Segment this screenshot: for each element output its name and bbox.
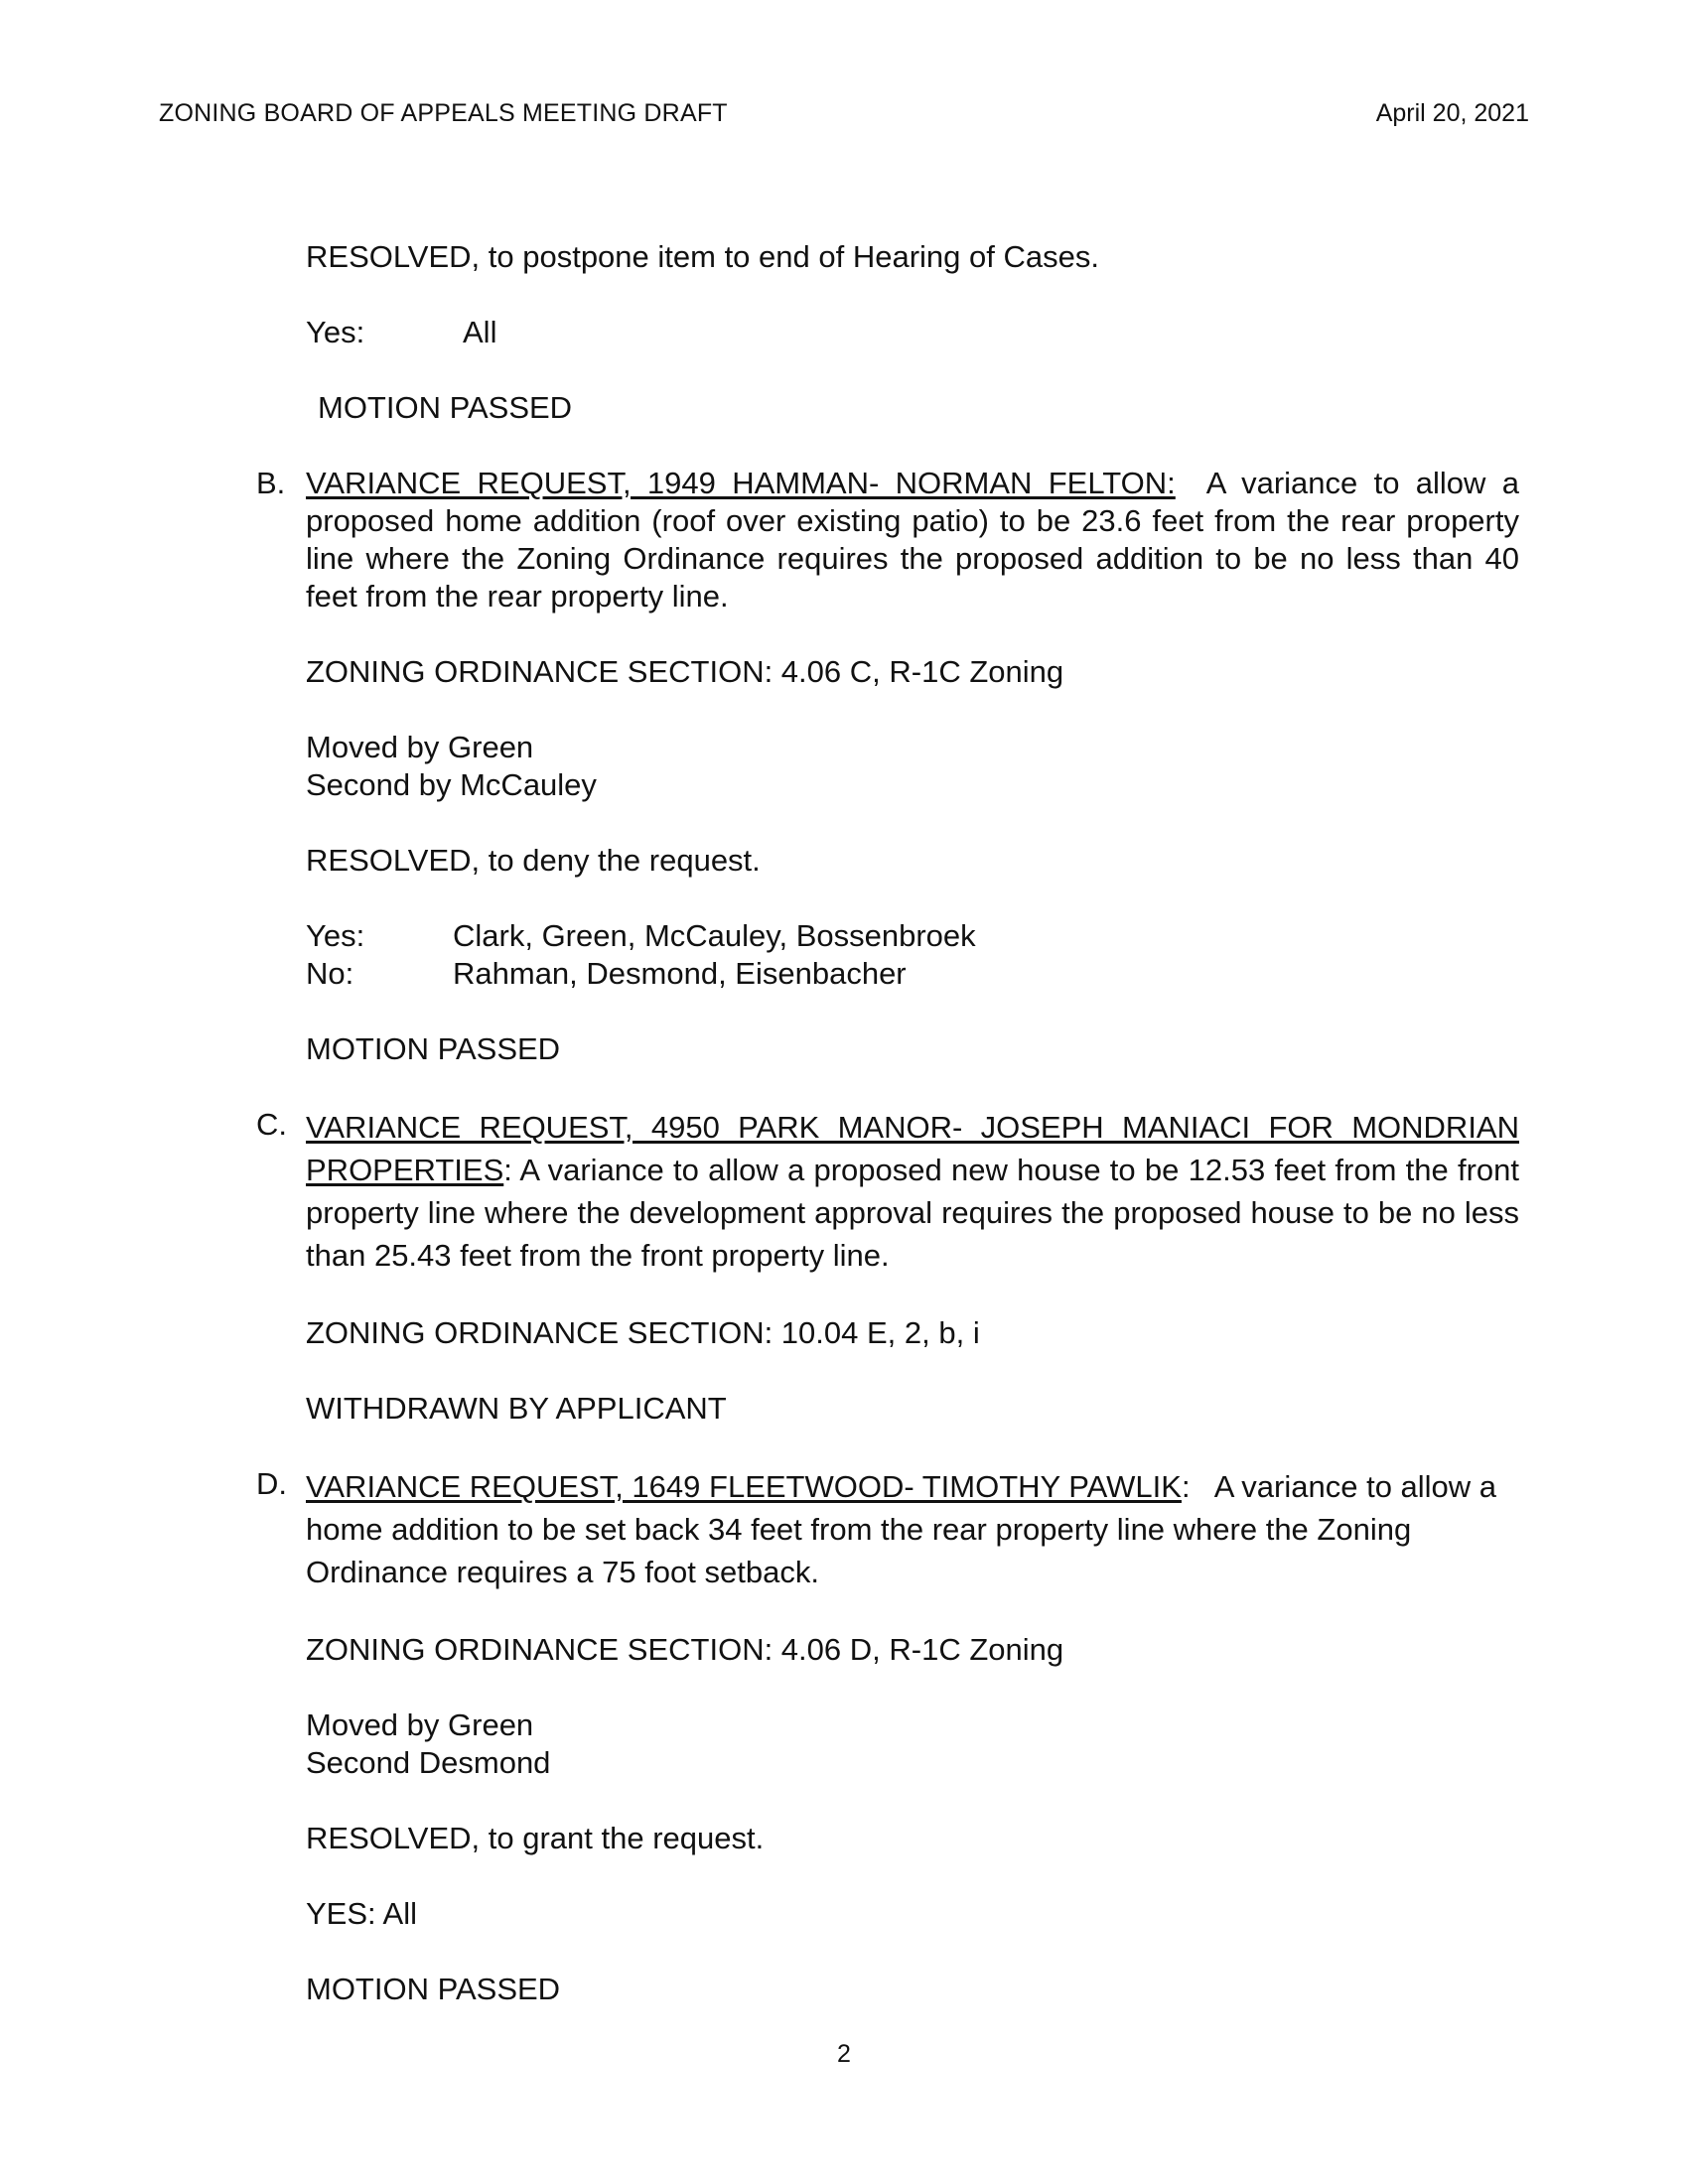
intro-resolved: RESOLVED, to postpone item to end of Hearing of Cases. <box>306 239 1099 274</box>
document-body <box>256 238 1528 2046</box>
intro-motion-result: MOTION PASSED <box>318 390 573 425</box>
intro-yes-value: All <box>463 315 497 349</box>
section-d-yes-vote: YES: All <box>306 1896 417 1931</box>
section-c-ordinance: ZONING ORDINANCE SECTION: 10.04 E, 2, b, i <box>306 1315 980 1350</box>
section-b-heading: VARIANCE REQUEST, 1949 HAMMAN- NORMAN FELTON: <box>306 466 1176 500</box>
section-d-letter: D. <box>256 1466 287 1501</box>
section-b-yes-vote <box>306 917 1519 955</box>
section-c-letter: C. <box>256 1107 287 1142</box>
section-b-motion-result: MOTION PASSED <box>306 1031 561 1066</box>
section-b <box>256 465 1528 615</box>
section-c <box>256 1106 1528 1277</box>
section-b-body: A variance to allow a proposed home addition (roof over existing patio) to be 23.6 feet from the rear property line where the Zoning Ordinance requires the proposed addition to be no less than 40 feet from the rear property line. <box>306 466 1528 614</box>
section-d-body: : A variance to allow a home addition to be set back 34 feet from the rear property line where the Zoning Ordinance requires a 75 foot setback. <box>306 1469 1505 1589</box>
section-c-body: : A variance to allow a proposed new house to be 12.53 feet from the front property line where the development approval requires the proposed house to be no less than 25.43 feet from the front property line. <box>306 1153 1528 1273</box>
section-b-no-value: Rahman, Desmond, Eisenbacher <box>453 956 907 991</box>
section-d-motion-result: MOTION PASSED <box>306 1972 561 2006</box>
section-d-moved: Moved by Green <box>306 1707 534 1742</box>
section-b-letter: B. <box>256 466 286 500</box>
page-number: 2 <box>837 2040 851 2068</box>
document-header-date: April 20, 2021 <box>1375 99 1529 127</box>
intro-yes-vote <box>306 314 1519 351</box>
section-b-resolved: RESOLVED, to deny the request. <box>306 843 761 878</box>
section-c-withdrawn: WITHDRAWN BY APPLICANT <box>306 1391 727 1426</box>
section-b-moved: Moved by Green <box>306 730 534 764</box>
section-b-second: Second by McCauley <box>306 767 597 802</box>
document-header-title: ZONING BOARD OF APPEALS MEETING DRAFT <box>159 99 728 127</box>
section-b-yes-value: Clark, Green, McCauley, Bossenbroek <box>453 918 976 953</box>
section-b-yes-label: Yes: <box>306 918 365 953</box>
section-b-no-label: No: <box>306 956 354 991</box>
section-c-heading: VARIANCE REQUEST, 4950 PARK MANOR- JOSEPH MANIACI FOR MONDRIAN PROPERTIES <box>306 1110 1519 1187</box>
section-d-second: Second Desmond <box>306 1745 551 1780</box>
section-c-paragraph <box>306 1106 1528 1277</box>
intro-yes-label: Yes: <box>306 315 365 349</box>
section-d-paragraph <box>306 1465 1519 1593</box>
section-b-ordinance: ZONING ORDINANCE SECTION: 4.06 C, R-1C Zoning <box>306 654 1064 689</box>
section-b-no-vote <box>306 955 1519 993</box>
section-d <box>256 1465 1519 1593</box>
section-d-heading: VARIANCE REQUEST, 1649 FLEETWOOD- TIMOTHY PAWLIK <box>306 1469 1182 1504</box>
section-d-ordinance: ZONING ORDINANCE SECTION: 4.06 D, R-1C Zoning <box>306 1632 1064 1667</box>
section-b-paragraph <box>306 465 1528 615</box>
section-d-resolved: RESOLVED, to grant the request. <box>306 1821 765 1855</box>
